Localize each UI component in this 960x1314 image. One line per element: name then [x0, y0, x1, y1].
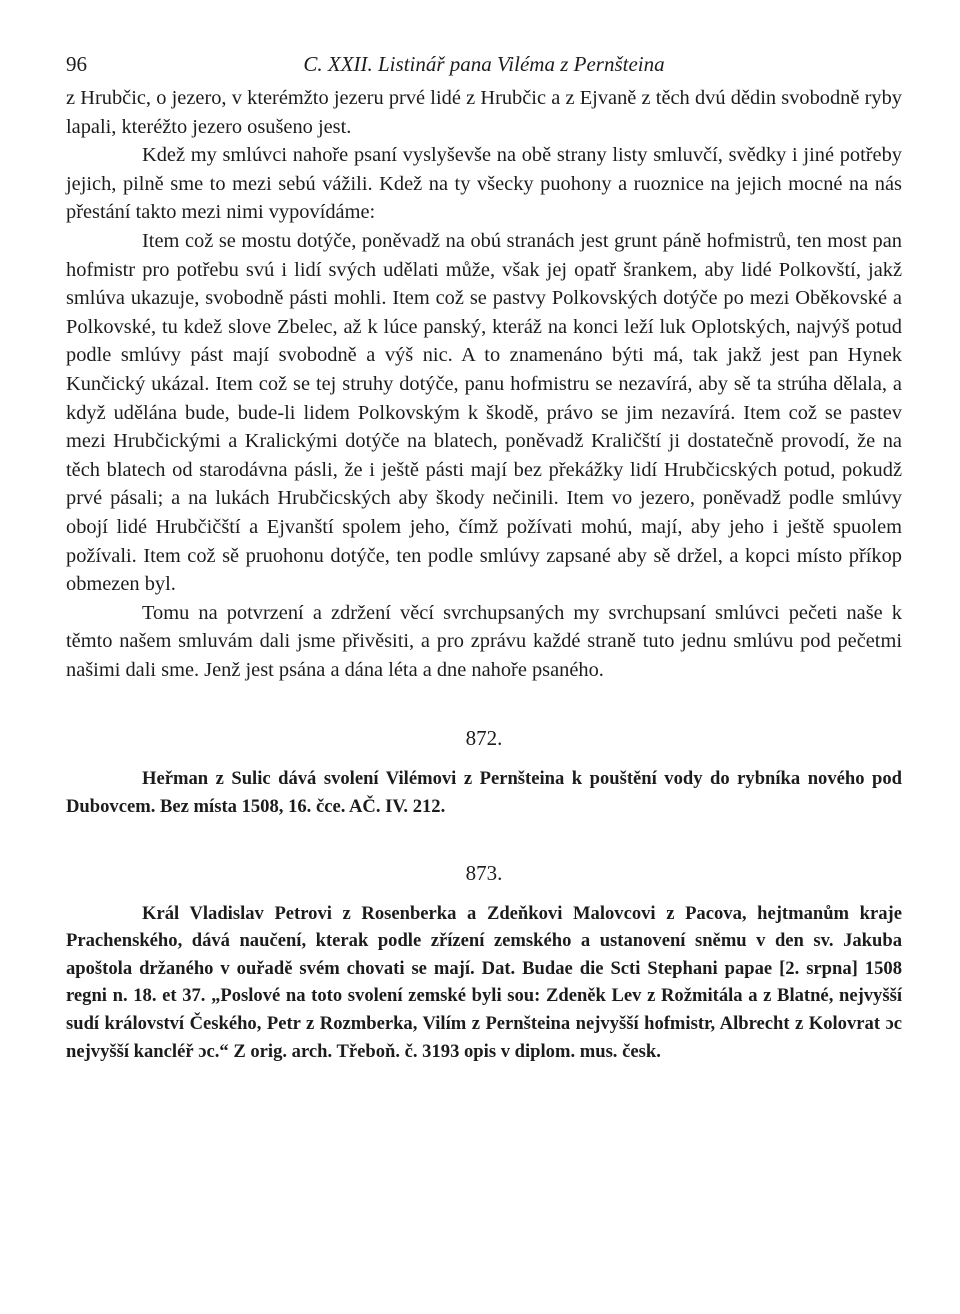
document-page: [66, 44, 902, 1065]
document-number: 872.: [465, 726, 503, 751]
regest-text: Král Vladislav Petrovi z Rosenberka a Zdeňkovi Malovcovi z Pacova, hejtmanům kraje Prachenského, dává naučení, kterak podle zřízení zemského a ustanovení sněmu v den sv. Jakuba apoštola držaného v ouřadě svém chovati se mají. Dat. Budae die Scti Stephani papae [2. srpna] 1508 regni n. 18. et 37. „Poslové na toto svolení zemské byli sou: Zdeněk Lev z Rožmitála a z Blatné, nejvyšší sudí království Českého, Petr z Rozmberka, Vilím z Pernšteina nejvyšší hofmistr, Albrecht z Kolovrat ɔc nejvyšší kancléř ɔc.“ Z orig. arch. Třeboň. č. 3193 opis v diplom. mus. česk.: [66, 902, 902, 1062]
document-regest: [66, 900, 902, 1066]
page-header: [66, 44, 902, 84]
paragraph: Item což se mostu dotýče, poněvadž na obú stranách jest grunt páně hofmistrů, ten most pan hofmistr pro potřebu svú i lidí svých udělati může, však jej opatř šrankem, aby lidé Polkovští, jakž smlúva ukazuje, svobodně pásti mohli. Item což se pastvy Polkovských dotýče po mezi Oběkovské a Polkovské, tu kdež slove Zbelec, až k lúce panský, kteráž na konci leží luk Oplotských, najvýš potud podle smlúvy pást mají svobodně a výš nic. A to znamenáno býti má, tak jakž jest pan Hynek Kunčický ukázal. Item což se tej struhy dotýče, panu hofmistru se nezavírá, aby sě ta strúha dělala, a když udělána bude, bude-li lidem Polkovským k škodě, právo se jim nezavírá. Item což se pastev mezi Hrubčickými a Kralickými dotýče na blatech, poněvadž Kraličští ji dostatečně provodí, že na těch blatech od starodávna pásli, že i ještě pásti mají bez překážky lidí Hrubčicských potud, pokudž prvé pásali; a na lukách Hrubčicských aby škody nečinili. Item vo jezero, poněvadž podle smlúvy obojí lidé Hrubčičští a Ejvanští spolem jeho, čímž požívati mohú, mají, aby jeho i ještě spuolem požívali. Item což sě pruohonu dotýče, ten podle smlúvy zapsané aby sě držel, a kopci místo příkop obmezen byl.: [66, 229, 902, 596]
document-regest: [66, 765, 902, 820]
running-title: C. XXII. Listinář pana Viléma z Pernšteina: [303, 52, 665, 76]
regest-text: Heřman z Sulic dává svolení Vilémovi z Pernšteina k pouštění vody do rybníka nového pod Dubovcem. Bez místa 1508, 16. čce. AČ. IV. 212.: [66, 768, 902, 818]
paragraph: Tomu na potvrzení a zdržení věcí svrchupsaných my svrchupsaní smlúvci pečeti naše k těmto našem smluvám dali jsme přivěsiti, a pro zprávu každé straně tuto jednu smlúvu pod pečetmi našimi dali sme. Jenž jest psána a dána léta a dne nahoře psaného.: [66, 601, 902, 681]
page-number: 96: [66, 52, 87, 76]
document-number: 873.: [465, 860, 503, 885]
paragraph: Kdež my smlúvci nahoře psaní vyslyševše na obě strany listy smluvčí, svědky i jiné potřeby jejich, pilně sme to mezi sebú vážili. Kdež na ty všecky puohony a ruoznice na jejich mocné na nás přestání takto mezi nimi vypovídáme:: [66, 144, 902, 224]
main-text: [66, 84, 902, 684]
paragraph: z Hrubčic, o jezero, v kterémžto jezeru prvé lidé z Hrubčic a z Ejvaně z těch dvú dědin svobodně ryby lapali, kteréžto jezero osušeno jest.: [66, 87, 902, 138]
